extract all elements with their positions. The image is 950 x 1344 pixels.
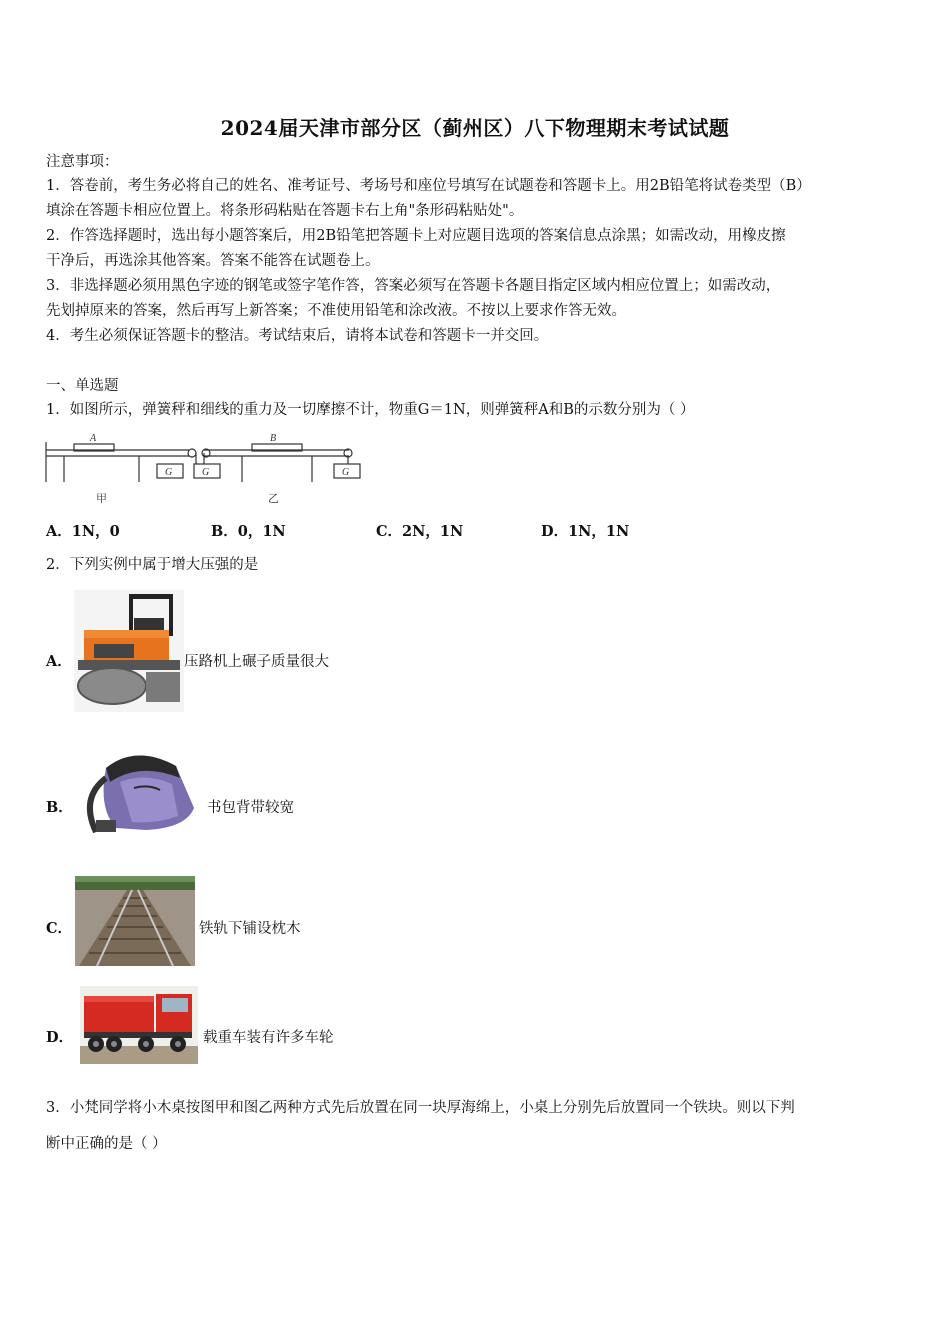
section-heading: 一、单选题	[46, 378, 119, 394]
notice-line: 干净后，再选涂其他答案。答案不能答在试题卷上。	[46, 253, 380, 269]
q1-stem: 1．如图所示，弹簧秤和细线的重力及一切摩擦不计，物重G＝1N，则弹簧秤A和B的示数分别为（ ）	[46, 402, 695, 418]
notice-line: 填涂在答题卡相应位置上。将条形码粘贴在答题卡右上角"条形码粘贴处"。	[46, 203, 524, 219]
notice-heading: 注意事项：	[46, 154, 119, 170]
q3-stem-line2: 断中正确的是（ ）	[46, 1136, 167, 1152]
q2-option-d-letter: D．	[46, 1029, 74, 1046]
fig-label-g: G	[202, 467, 210, 478]
q2-option-a-letter: A．	[46, 653, 72, 670]
road-roller-image	[74, 590, 184, 712]
fig-label-b: B	[270, 433, 277, 444]
spring-scale-figure	[44, 430, 364, 510]
fig-label-yi: 乙	[268, 492, 279, 505]
q2-option-b-letter: B．	[46, 799, 73, 816]
q2-option-a-text: 压路机上碾子质量很大	[184, 654, 329, 670]
fig-label-a: A	[90, 433, 97, 444]
q1-option-c: C．2N，1N	[376, 523, 464, 540]
backpack-image	[76, 748, 204, 838]
fig-label-jia: 甲	[96, 492, 107, 505]
notice-line: 4．考生必须保证答题卡的整洁。考试结束后，请将本试卷和答题卡一并交回。	[46, 328, 549, 344]
heavy-truck-image	[80, 986, 198, 1064]
q2-stem: 2．下列实例中属于增大压强的是	[46, 557, 259, 573]
notice-line: 先划掉原来的答案，然后再写上新答案；不准使用铅笔和涂改液。不按以上要求作答无效。	[46, 303, 626, 319]
fig-label-g: G	[342, 467, 350, 478]
q2-option-c-text: 铁轨下铺设枕木	[199, 921, 301, 937]
page-title: 2024届天津市部分区（蓟州区）八下物理期末考试试题	[220, 116, 730, 140]
fig-label-g: G	[165, 467, 173, 478]
railway-track-image	[75, 876, 195, 966]
q2-option-b-text: 书包背带较宽	[207, 800, 294, 816]
notice-line: 3．非选择题必须用黑色字迹的钢笔或签字笔作答，答案必须写在答题卡各题目指定区域内相应位置上；如需改动，	[46, 278, 781, 294]
q1-option-d: D．1N，1N	[541, 523, 630, 540]
q1-option-a: A．1N，0	[46, 523, 120, 540]
q1-option-b: B．0，1N	[211, 523, 286, 540]
q2-option-c-letter: C．	[46, 920, 73, 937]
notice-line: 2．作答选择题时，选出每小题答案后，用2B铅笔把答题卡上对应题目选项的答案信息点涂黑；如需改动，用橡皮擦	[46, 228, 786, 244]
q3-stem-line1: 3．小梵同学将小木桌按图甲和图乙两种方式先后放置在同一块厚海绵上，小桌上分别先后放置同一个铁块。则以下判	[46, 1100, 795, 1116]
notice-line: 1．答卷前，考生务必将自己的姓名、准考证号、考场号和座位号填写在试题卷和答题卡上。用2B铅笔将试卷类型（B）	[46, 178, 811, 194]
q2-option-d-text: 载重车装有许多车轮	[203, 1030, 334, 1046]
